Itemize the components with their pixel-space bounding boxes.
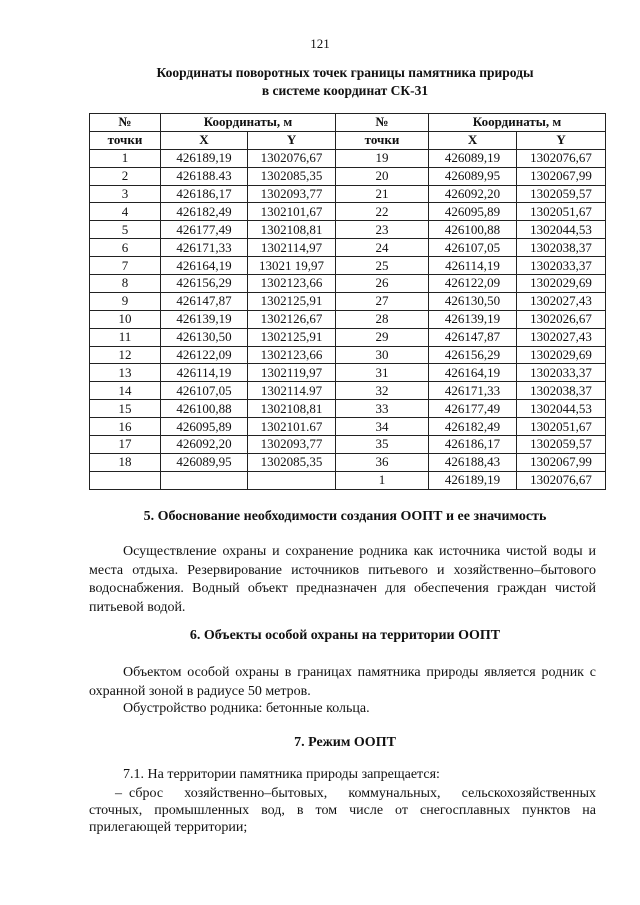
cell-y-left: 1302101,67	[248, 203, 336, 221]
cell-y-left: 1302085,35	[248, 453, 336, 471]
table-row	[90, 346, 606, 364]
cell-x-right: 426089,95	[429, 167, 517, 185]
cell-y-right: 1302076,67	[517, 149, 606, 167]
cell-y-right: 1302076,67	[517, 471, 606, 489]
cell-point-no-left: 3	[90, 185, 161, 203]
cell-y-left: 1302119,97	[248, 364, 336, 382]
cell-x-right: 426171,33	[429, 382, 517, 400]
cell-y-left: 1302114.97	[248, 382, 336, 400]
cell-y-right: 1302026,67	[517, 310, 606, 328]
cell-x-left: 426107,05	[161, 382, 248, 400]
section-7-bullet	[89, 785, 596, 836]
cell-y-right: 1302027,43	[517, 292, 606, 310]
cell-x-left: 426114,19	[161, 364, 248, 382]
cell-x-right: 426147,87	[429, 328, 517, 346]
cell-y-left: 1302108,81	[248, 221, 336, 239]
cell-y-right: 1302029,69	[517, 275, 606, 293]
cell-y-left	[248, 471, 336, 489]
cell-x-right: 426189,19	[429, 471, 517, 489]
cell-point-no-left: 15	[90, 400, 161, 418]
cell-point-no-left: 7	[90, 257, 161, 275]
bullet-text: сброс хозяйственно–бытовых, коммунальных, сельскохозяйственных сточных, промышленных вод, в том числе от снегосплавных пунктов на прилегающей территории;	[89, 786, 596, 835]
header-x-right: X	[429, 131, 517, 149]
table-row	[90, 436, 606, 454]
cell-y-right: 1302029,69	[517, 346, 606, 364]
cell-y-right: 1302038,37	[517, 239, 606, 257]
section-7-heading: 7. Режим ООПТ	[294, 735, 396, 750]
cell-y-left: 13021 19,97	[248, 257, 336, 275]
cell-y-right: 1302033,37	[517, 257, 606, 275]
cell-x-left: 426095,89	[161, 418, 248, 436]
cell-point-no-left: 4	[90, 203, 161, 221]
cell-x-left	[161, 471, 248, 489]
cell-point-no-right: 29	[336, 328, 429, 346]
cell-x-left: 426188.43	[161, 167, 248, 185]
header-coords-left: Координаты, м	[161, 114, 336, 132]
cell-y-left: 1302126,67	[248, 310, 336, 328]
table-row	[90, 221, 606, 239]
cell-y-left: 1302093,77	[248, 185, 336, 203]
bullet-dash: –	[115, 786, 122, 801]
header-x-left: X	[161, 131, 248, 149]
cell-point-no-right: 19	[336, 149, 429, 167]
cell-x-right: 426092,20	[429, 185, 517, 203]
cell-x-right: 426182,49	[429, 418, 517, 436]
cell-x-left: 426122,09	[161, 346, 248, 364]
table-title-line1: Координаты поворотных точек границы памятника природы	[156, 65, 534, 80]
cell-x-right: 426156,29	[429, 346, 517, 364]
cell-point-no-left: 9	[90, 292, 161, 310]
table-row	[90, 185, 606, 203]
section-6-heading: 6. Объекты особой охраны на территории ООПТ	[189, 628, 501, 643]
table-row	[90, 328, 606, 346]
cell-x-left: 426171,33	[161, 239, 248, 257]
section-5-paragraph: Осуществление охраны и сохранение родника как источника чистой воды и места отдыха. Резервирование источников питьевого и хозяйственно–бытового водоснабжения. Водный объект предназначен для обеспечения граждан чистой питьевой водой.	[89, 544, 596, 615]
cell-point-no-left: 12	[90, 346, 161, 364]
cell-point-no-left: 5	[90, 221, 161, 239]
cell-point-no-left: 6	[90, 239, 161, 257]
coordinates-table-body	[90, 149, 606, 489]
cell-point-no-right: 33	[336, 400, 429, 418]
cell-point-no-left: 16	[90, 418, 161, 436]
cell-x-right: 426100,88	[429, 221, 517, 239]
cell-y-right: 1302067,99	[517, 167, 606, 185]
table-row	[90, 292, 606, 310]
cell-point-no-left: 17	[90, 436, 161, 454]
cell-x-right: 426186,17	[429, 436, 517, 454]
header-point-right: точки	[336, 131, 429, 149]
cell-point-no-left: 8	[90, 275, 161, 293]
cell-x-left: 426156,29	[161, 275, 248, 293]
coordinates-table	[89, 113, 606, 490]
table-row	[90, 167, 606, 185]
cell-y-right: 1302044,53	[517, 221, 606, 239]
cell-point-no-left: 14	[90, 382, 161, 400]
table-header-row-1	[90, 114, 606, 132]
cell-x-left: 426089,95	[161, 453, 248, 471]
cell-point-no-right: 1	[336, 471, 429, 489]
cell-point-no-right: 27	[336, 292, 429, 310]
cell-y-right: 1302059,57	[517, 436, 606, 454]
cell-point-no-right: 31	[336, 364, 429, 382]
cell-x-left: 426186,17	[161, 185, 248, 203]
cell-point-no-left: 13	[90, 364, 161, 382]
cell-point-no-right: 32	[336, 382, 429, 400]
cell-x-right: 426164,19	[429, 364, 517, 382]
cell-y-left: 1302076,67	[248, 149, 336, 167]
header-no-left: №	[90, 114, 161, 132]
table-row	[90, 382, 606, 400]
cell-x-right: 426107,05	[429, 239, 517, 257]
cell-y-right: 1302038,37	[517, 382, 606, 400]
cell-x-left: 426100,88	[161, 400, 248, 418]
cell-y-right: 1302051,67	[517, 203, 606, 221]
header-y-right: Y	[517, 131, 606, 149]
header-point-left: точки	[90, 131, 161, 149]
table-row	[90, 275, 606, 293]
cell-x-left: 426164,19	[161, 257, 248, 275]
table-header-row-2	[90, 131, 606, 149]
cell-x-right: 426095,89	[429, 203, 517, 221]
cell-y-left: 1302085,35	[248, 167, 336, 185]
header-no-right: №	[336, 114, 429, 132]
table-row	[90, 239, 606, 257]
table-title	[60, 64, 630, 100]
cell-y-left: 1302101.67	[248, 418, 336, 436]
cell-point-no-right: 23	[336, 221, 429, 239]
cell-point-no-left	[90, 471, 161, 489]
cell-x-right: 426130,50	[429, 292, 517, 310]
cell-x-left: 426130,50	[161, 328, 248, 346]
table-row	[90, 453, 606, 471]
cell-x-left: 426182,49	[161, 203, 248, 221]
cell-x-left: 426092,20	[161, 436, 248, 454]
cell-x-right: 426089,19	[429, 149, 517, 167]
cell-point-no-right: 28	[336, 310, 429, 328]
cell-y-left: 1302123,66	[248, 275, 336, 293]
cell-point-no-right: 34	[336, 418, 429, 436]
cell-point-no-left: 2	[90, 167, 161, 185]
cell-point-no-right: 36	[336, 453, 429, 471]
table-row	[90, 203, 606, 221]
cell-point-no-left: 18	[90, 453, 161, 471]
table-row	[90, 257, 606, 275]
cell-y-right: 1302051,67	[517, 418, 606, 436]
table-row	[90, 149, 606, 167]
page-number: 121	[310, 36, 330, 51]
table-row	[90, 400, 606, 418]
cell-y-left: 1302123,66	[248, 346, 336, 364]
cell-y-left: 1302108,81	[248, 400, 336, 418]
cell-y-right: 1302067,99	[517, 453, 606, 471]
cell-point-no-left: 10	[90, 310, 161, 328]
section-6-paragraph-2: Обустройство родника: бетонные кольца.	[123, 701, 370, 716]
cell-x-left: 426147,87	[161, 292, 248, 310]
table-row	[90, 364, 606, 382]
cell-point-no-right: 26	[336, 275, 429, 293]
table-title-line2: в системе координат СК-31	[261, 83, 429, 98]
cell-y-right: 1302059,57	[517, 185, 606, 203]
section-7-item-1: 7.1. На территории памятника природы запрещается:	[123, 767, 440, 782]
cell-point-no-left: 1	[90, 149, 161, 167]
cell-x-left: 426189,19	[161, 149, 248, 167]
cell-point-no-right: 30	[336, 346, 429, 364]
cell-x-right: 426114,19	[429, 257, 517, 275]
cell-x-right: 426122,09	[429, 275, 517, 293]
header-coords-right: Координаты, м	[429, 114, 606, 132]
table-row	[90, 418, 606, 436]
cell-y-right: 1302027,43	[517, 328, 606, 346]
cell-y-right: 1302033,37	[517, 364, 606, 382]
cell-point-no-right: 22	[336, 203, 429, 221]
cell-point-no-right: 25	[336, 257, 429, 275]
cell-point-no-right: 21	[336, 185, 429, 203]
section-5-heading: 5. Обоснование необходимости создания ООПТ и ее значимость	[143, 509, 547, 524]
cell-x-left: 426177,49	[161, 221, 248, 239]
cell-y-left: 1302114,97	[248, 239, 336, 257]
table-row	[90, 471, 606, 489]
cell-x-right: 426139,19	[429, 310, 517, 328]
cell-point-no-right: 35	[336, 436, 429, 454]
cell-point-no-right: 24	[336, 239, 429, 257]
cell-y-right: 1302044,53	[517, 400, 606, 418]
cell-point-no-right: 20	[336, 167, 429, 185]
cell-x-right: 426177,49	[429, 400, 517, 418]
header-y-left: Y	[248, 131, 336, 149]
cell-point-no-left: 11	[90, 328, 161, 346]
table-row	[90, 310, 606, 328]
cell-x-right: 426188,43	[429, 453, 517, 471]
cell-y-left: 1302125,91	[248, 328, 336, 346]
cell-x-left: 426139,19	[161, 310, 248, 328]
cell-y-left: 1302125,91	[248, 292, 336, 310]
cell-y-left: 1302093,77	[248, 436, 336, 454]
section-6-paragraph-1: Объектом особой охраны в границах памятника природы является родник с охранной зоной в радиусе 50 метров.	[89, 665, 596, 699]
